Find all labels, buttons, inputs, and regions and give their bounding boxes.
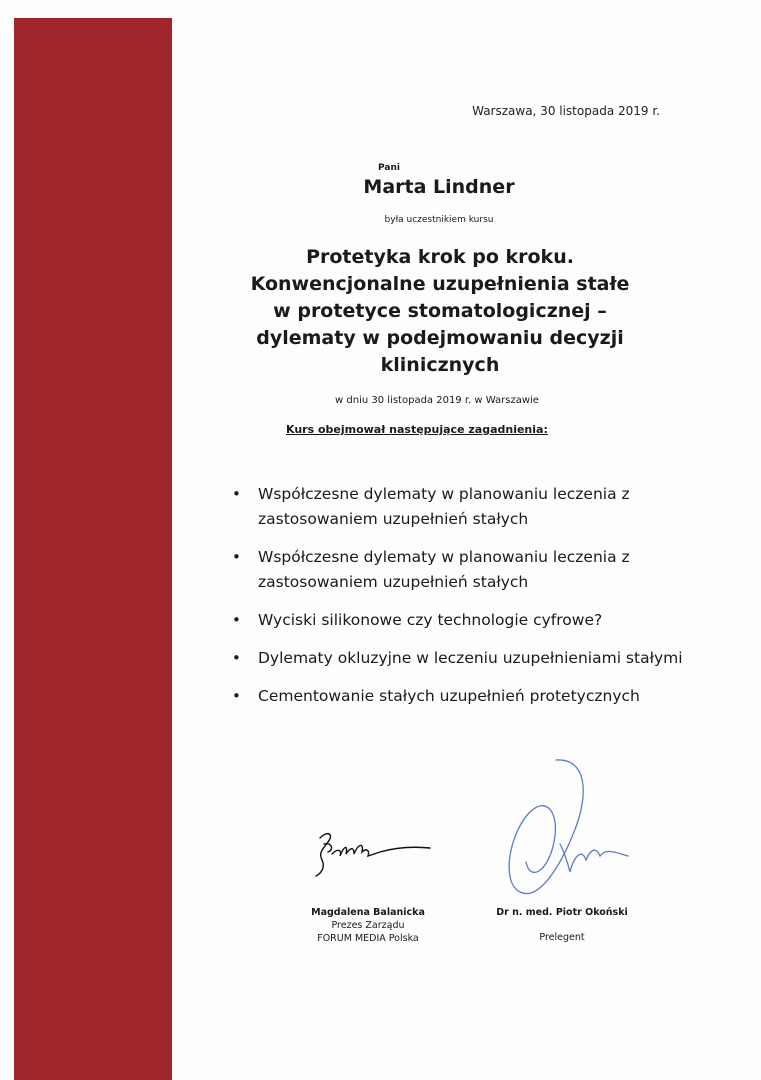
course-title (240, 244, 640, 379)
signatory-right-name: Dr n. med. Piotr Okoński (496, 907, 628, 918)
course-title-line: w protetyce stomatologicznej – (273, 300, 607, 322)
topic-text: Dylematy okluzyjne w leczeniu uzupełnieniami stałymi (258, 649, 683, 667)
topic-item (232, 482, 702, 532)
signatory-left-organization: FORUM MEDIA Polska (317, 933, 419, 944)
issue-place-date: Warszawa, 30 listopada 2019 r. (472, 104, 660, 118)
topic-item (232, 545, 702, 595)
recipient-name: Marta Lindner (363, 176, 515, 198)
topic-item (232, 646, 702, 671)
participant-note: była uczestnikiem kursu (384, 215, 494, 225)
topic-text: Cementowanie stałych uzupełnień protetycznych (258, 687, 640, 705)
topics-heading: Kurs obejmował następujące zagadnienia: (286, 423, 548, 436)
course-date-place: w dniu 30 listopada 2019 r. w Warszawie (335, 395, 539, 406)
topic-text: Współczesne dylematy w planowaniu leczenia z zastosowaniem uzupełnień stałych (258, 485, 630, 528)
topic-text: Wyciski silikonowe czy technologie cyfrowe? (258, 611, 603, 629)
course-title-line: Konwencjonalne uzupełnienia stałe (250, 273, 630, 295)
topic-item (232, 608, 702, 633)
signatory-right (496, 906, 628, 944)
course-title-line: dylematy w podejmowaniu decyzji (256, 327, 624, 349)
bullet-icon: • (232, 649, 241, 667)
topic-text: Współczesne dylematy w planowaniu leczenia z zastosowaniem uzupełnień stałych (258, 548, 630, 591)
signature-left-icon (298, 820, 438, 880)
signature-right-icon (490, 752, 640, 902)
signatory-right-role: Prelegent (539, 932, 585, 943)
topic-item (232, 684, 702, 709)
salutation: Pani (378, 163, 400, 173)
signatory-left-name: Magdalena Balanicka (311, 907, 425, 918)
decorative-red-band (14, 18, 172, 1080)
bullet-icon: • (232, 485, 241, 503)
bullet-icon: • (232, 548, 241, 566)
course-title-line: klinicznych (380, 354, 500, 376)
signatory-left (311, 906, 425, 945)
bullet-icon: • (232, 687, 241, 705)
bullet-icon: • (232, 611, 241, 629)
signatory-left-title: Prezes Zarządu (331, 920, 405, 931)
topics-list (232, 482, 702, 722)
course-title-line: Protetyka krok po kroku. (306, 246, 574, 268)
